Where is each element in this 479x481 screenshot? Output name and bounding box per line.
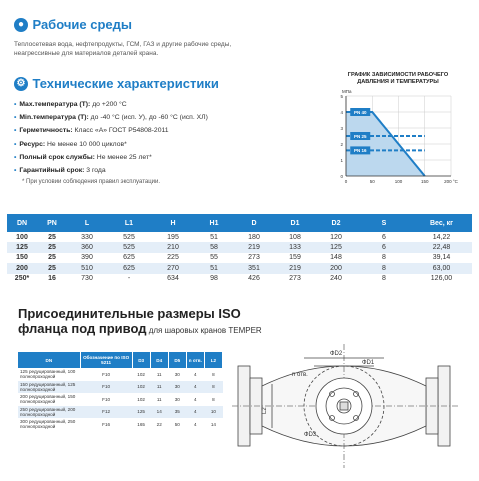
media-section	[14, 16, 231, 58]
iso-title-1: Присоединительные размеры ISO	[18, 306, 241, 321]
table-cell: 270	[151, 263, 195, 273]
table-row	[7, 242, 472, 252]
table-cell: 58	[195, 242, 233, 252]
valve-drawing-svg	[232, 336, 472, 476]
table-cell: 8	[212, 396, 215, 402]
table-cell: 426	[248, 275, 260, 283]
table-cell: 730	[81, 275, 93, 283]
dim-label-d1: ФD1	[362, 360, 375, 366]
table-cell: 634	[167, 275, 179, 283]
table-cell: F10	[102, 396, 111, 402]
main-table-header: D	[233, 214, 275, 232]
droplet-icon: ●	[14, 18, 28, 32]
table-cell: 11	[156, 396, 162, 402]
table-cell: 510	[67, 263, 107, 273]
media-title: Рабочие среды	[32, 17, 132, 32]
table-cell: 4	[186, 381, 204, 394]
table-cell: 11	[156, 371, 162, 377]
specs-section	[14, 75, 314, 187]
table-cell: 102	[132, 381, 150, 394]
table-row	[7, 274, 472, 284]
table-cell: 4	[194, 396, 197, 402]
spec-item: • Герметичность: Класс «А» ГОСТ Р54808-2011	[14, 127, 169, 135]
table-cell: 51	[195, 263, 233, 273]
table-cell: 625	[123, 254, 135, 262]
main-table-header: L	[67, 214, 107, 232]
spec-item: • Min.температура (T): до -40 °С (исп. У), до -60 °С (исп. ХЛ)	[14, 114, 208, 122]
main-table-header: H1	[195, 214, 233, 232]
table-cell: 125	[7, 242, 37, 252]
table-row	[18, 418, 223, 431]
table-cell: 120	[330, 233, 342, 241]
table-cell: 102	[137, 396, 145, 402]
table-cell: F10	[102, 371, 111, 377]
table-cell: 525	[123, 233, 135, 241]
table-cell: 4	[194, 421, 197, 427]
table-cell: 8	[382, 275, 386, 283]
specs-heading	[14, 75, 314, 93]
table-cell: 108	[289, 233, 301, 241]
table-cell: 4	[186, 406, 204, 419]
table-cell: F12	[80, 406, 132, 419]
dim-label-d3: ФD3	[304, 432, 317, 438]
table-cell: 150	[16, 254, 28, 262]
table-cell: 55	[210, 254, 218, 262]
iso-table-header: DN	[18, 352, 80, 368]
table-cell: 525	[107, 242, 151, 252]
chart-x-tick: 0	[344, 179, 348, 184]
table-cell: 22,48	[411, 242, 472, 252]
table-cell: 625	[107, 263, 151, 273]
table-cell: 125	[315, 242, 357, 252]
media-text-1: Теплосетевая вода, нефтепродукты, ГСМ, ГАЗ и другие рабочие среды,	[14, 41, 232, 48]
table-cell: 8	[382, 254, 386, 262]
chart-x-tick: 50	[369, 179, 375, 184]
iso-table-header: D4	[150, 352, 168, 368]
table-cell: 330	[81, 233, 93, 241]
table-cell: 6	[357, 242, 411, 252]
table-cell: 219	[275, 263, 315, 273]
table-cell: 98	[210, 275, 218, 283]
main-table-header: D2	[315, 214, 357, 232]
dim-label-l2: L2	[262, 407, 268, 414]
table-cell: 8	[357, 263, 411, 273]
main-table-header: D1	[275, 214, 315, 232]
chart-title-2: ДАВЛЕНИЯ И ТЕМПЕРАТУРЫ	[357, 79, 439, 85]
table-cell: 195	[167, 233, 179, 241]
table-cell: 200	[315, 263, 357, 273]
main-table-header: L1	[107, 214, 151, 232]
chart-y-tick: 4	[340, 110, 343, 115]
table-cell: 159	[289, 254, 301, 262]
table-cell: 360	[67, 242, 107, 252]
table-row	[18, 406, 223, 419]
main-table-header: Вес, кг	[411, 214, 472, 232]
table-cell: 102	[137, 371, 145, 377]
chart-y-tick: 0	[340, 174, 343, 179]
chart-x-tick: 200 °С	[444, 179, 458, 184]
main-table	[7, 214, 472, 284]
table-cell: 25	[37, 263, 67, 273]
table-cell: 11	[150, 381, 168, 394]
media-heading	[14, 16, 231, 34]
table-cell: 14,22	[432, 233, 451, 241]
iso-table-wrap	[18, 352, 223, 431]
table-cell: 250 редуцированный, 200 полнопроходной	[18, 406, 80, 419]
table-cell: 4	[194, 371, 197, 377]
media-text-2: неагрессивные для материалов деталей крана.	[14, 50, 159, 57]
spec-item: • Гарантийный срок: 3 года	[14, 167, 106, 175]
table-row	[7, 232, 472, 242]
chart-title-1: ГРАФИК ЗАВИСИМОСТИ РАБОЧЕГО	[347, 72, 449, 78]
specs-title: Технические характеристики	[32, 76, 219, 91]
table-cell: 8	[204, 381, 222, 394]
chart-y-tick: 1	[340, 158, 343, 163]
table-cell: 219	[233, 242, 275, 252]
table-row	[7, 263, 472, 273]
chart-x-tick: 100	[394, 179, 403, 184]
chart-series-label: PN 16	[353, 148, 367, 154]
table-cell: 200	[7, 263, 37, 273]
table-cell: -	[127, 275, 131, 283]
table-row	[18, 368, 223, 381]
chart-series-label: PN 40	[353, 109, 367, 115]
table-cell: 25	[48, 233, 56, 241]
table-cell: 14	[210, 421, 216, 427]
chart-y-tick: 3	[340, 126, 343, 131]
main-table-header: H	[151, 214, 195, 232]
table-row	[18, 381, 223, 394]
main-table-wrap	[7, 214, 472, 284]
specs-footnote: * При условии соблюдения правил эксплуатации.	[22, 179, 161, 186]
iso-table-header: L2	[204, 352, 222, 368]
table-cell: 30	[174, 396, 180, 402]
valve-drawing	[232, 336, 472, 481]
table-cell: 25	[48, 254, 56, 262]
table-cell: 165	[137, 421, 145, 427]
table-cell: 10	[204, 406, 222, 419]
table-cell: 133	[275, 242, 315, 252]
table-cell: 150 редуцированный, 125 полнопроходной	[18, 381, 80, 394]
table-row	[7, 253, 472, 263]
table-cell: 250*	[14, 275, 30, 283]
chart-series-label: PN 25	[353, 133, 367, 139]
main-table-header: PN	[37, 214, 67, 232]
gear-icon: ⚙	[14, 77, 28, 91]
iso-table-header: D3	[132, 352, 150, 368]
iso-title-2: фланца под привод	[18, 321, 147, 336]
table-cell: 210	[151, 242, 195, 252]
table-cell: 390	[81, 254, 93, 262]
iso-title	[18, 306, 262, 338]
table-cell: 30	[174, 371, 180, 377]
dim-label-d2: ФD2	[330, 351, 343, 357]
table-cell: 126,00	[430, 275, 453, 283]
table-cell: 273	[248, 254, 260, 262]
table-cell: 180	[248, 233, 260, 241]
table-cell: 16	[48, 275, 56, 283]
spec-item: • Ресурс: Не менее 10 000 циклов*	[14, 140, 127, 148]
table-row	[18, 393, 223, 406]
table-cell: 240	[330, 275, 342, 283]
table-cell: F16	[102, 421, 111, 427]
dim-label-n: n отв.	[292, 372, 308, 378]
table-cell: 300 редуцированный, 250 полнопроходной	[20, 419, 76, 430]
table-cell: 22	[156, 421, 162, 427]
iso-table-header: Обозначение по ISO 5211	[80, 352, 132, 368]
table-cell: 125 редуцированный, 100 полнопроходной	[20, 369, 76, 380]
spec-item: • Max.температура (T): до +200 °С	[14, 101, 127, 108]
table-cell: 14	[150, 406, 168, 419]
table-cell: 148	[330, 254, 342, 262]
table-cell: 100	[16, 233, 28, 241]
table-cell: 39,14	[432, 254, 451, 262]
specs-list	[14, 98, 314, 177]
spec-item: • Полный срок службы: Не менее 25 лет*	[14, 153, 152, 161]
table-cell: 63,00	[411, 263, 472, 273]
chart-y-tick: 2	[340, 142, 343, 147]
table-cell: 6	[382, 233, 386, 241]
chart-x-tick: 150	[420, 179, 429, 184]
table-cell: 25	[37, 242, 67, 252]
table-cell: F10	[80, 381, 132, 394]
iso-table	[18, 352, 223, 431]
table-cell: 200 редуцированный, 150 полнопроходной	[20, 394, 76, 405]
chart-y-label: МПа	[342, 89, 352, 94]
main-table-header: S	[357, 214, 411, 232]
table-cell: 225	[167, 254, 179, 262]
table-cell: 30	[168, 381, 186, 394]
table-cell: 35	[168, 406, 186, 419]
chart-y-tick: 5	[340, 94, 343, 99]
table-cell: 50	[174, 421, 180, 427]
iso-table-header: D5	[168, 352, 186, 368]
table-cell: 273	[289, 275, 301, 283]
chart-svg	[328, 86, 468, 196]
iso-title-sub: для шаровых кранов TEMPER	[146, 326, 262, 335]
table-cell: 51	[210, 233, 218, 241]
table-cell: 125	[132, 406, 150, 419]
table-cell: 8	[212, 371, 215, 377]
table-cell: 351	[233, 263, 275, 273]
iso-table-header: n отв.	[186, 352, 204, 368]
main-table-header: DN	[7, 214, 37, 232]
pressure-chart	[328, 72, 468, 196]
